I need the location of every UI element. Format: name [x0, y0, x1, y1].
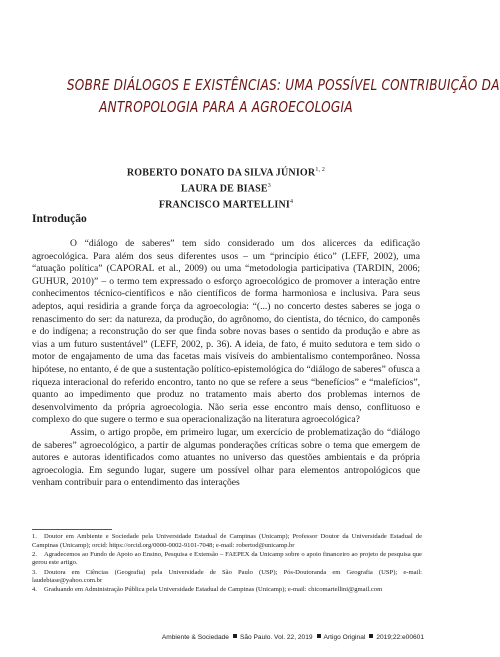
article-title: [22, 74, 500, 118]
article-title-line-1: SOBRE DIÁLOGOS E EXISTÊNCIAS: UMA POSSÍVEL CONTRIBUIÇÃO DA: [66, 76, 500, 94]
footnote-text: Doutor em Ambiente e Sociedade pela Universidade Estadual de Campinas (Unicamp); Professor Doutor da Universidade Estadual de Campinas (Unicamp); orcid: https://orcid.org/0000-0002-9101-7048; e-mail: robertod@unicamp.br: [32, 533, 422, 549]
author-footnote-ref: 4: [289, 198, 294, 205]
footnotes: [32, 533, 422, 596]
square-bullet-icon: [369, 634, 373, 638]
square-bullet-icon: [233, 634, 237, 638]
footnote: [32, 586, 422, 595]
paragraph: O “diálogo de saberes” tem sido considerado um dos alicerces da edificação agroecológica. Para além dos seus diferentes usos – um “princípio ético” (LEFF, 2002), uma “atuação política” (CAPORAL et al., 2009) ou uma “metodologia participativa (TARDIN, 2006; GUHUR, 2010)” – o termo tem expressado o esforço agroecológico de promover a interação entre conhecimentos técnico-científicos e não científicos de forma harmoniosa e inclusiva. Para seus adeptos, aqui residiria a grande força da agroecologia: “(...) no concerto destes saberes se joga o renascimento do ser: da natureza, da produção, do agrônomo, do cientista, do técnico, do camponês e do indígena; a reconstrução do ser que finda sobre novas bases o sentido da produção e abre as vias a um futuro sustentável” (LEFF, 2002, p. 36). A ideia, de fato, é muito sedutora e tem sido o motor de engajamento de uma das facetas mais visíveis do ambientalismo contemporâneo. Nossa hipótese, no entanto, é de que a sustentação político-epistemológica do “diálogo de saberes” ofusca a riqueza interacional do referido encontro, tanto no que se refere a seus “benefícios” e “malefícios”, quanto ao impedimento que produz no tratamento mais aberto dos problemas internos de desenvolvimento da própria agroecologia. Não seria esse encontro mais denso, conflituoso e complexo do que sugere o termo e sua operacionalização na literatura agroecológica?: [32, 238, 420, 426]
footnote-text: Graduando em Administração Pública pela Universidade Estadual de Campinas (Unicamp); e-mail: chicomartellini@gmail.com: [44, 586, 383, 594]
footnote: [32, 551, 422, 568]
author-name: FRANCISCO MARTELLINI: [158, 198, 290, 210]
author-footnote-ref: 1, 2: [315, 167, 326, 173]
paragraph: Assim, o artigo propõe, em primeiro lugar, um exercício de problematização do “diálogo de saberes” agroecológico, a partir de algumas ponderações críticas sobre o tema que emergem de autores e autoras identificados como atuantes no universo das questões ambientais e da própria agroecologia. Em segundo lugar, sugere um possível olhar para elementos antropológicos que venham contribuir para o entendimento das interações: [32, 426, 420, 489]
footnote-number: 4.: [32, 586, 37, 594]
footnote-divider: [32, 529, 112, 530]
author-1: [60, 164, 392, 180]
author-name: LAURA DE BIASE: [181, 183, 268, 195]
author-2: [60, 180, 392, 196]
footnote: [32, 569, 422, 586]
footnote-number: 2.: [32, 550, 37, 558]
footnote: [32, 533, 422, 550]
footnote-number: 3.: [32, 568, 37, 576]
author-footnote-ref: 3: [267, 182, 271, 189]
section-heading: Introdução: [32, 213, 87, 225]
square-bullet-icon: [317, 634, 321, 638]
footnote-text: Agradecemos ao Fundo de Apoio ao Ensino, Pesquisa e Extensão – FAEPEX da Unicamp sobre o apoio financeiro ao projeto de pesquisa que gerou este artigo.: [32, 550, 422, 567]
author-list: [60, 164, 392, 211]
page-footer: [162, 634, 424, 641]
author-name: ROBERTO DONATO DA SILVA JÚNIOR: [126, 167, 316, 179]
journal-volume: São Paulo. Vol. 22, 2019: [239, 634, 313, 641]
footnote-number: 1.: [32, 533, 37, 540]
author-3: [60, 196, 392, 212]
footnote-text: Doutora em Ciências (Geografia) pela Universidade de São Paulo (USP); Pós-Doutoranda em Geografia (USP); e-mail: laudebiase@yahoo.com.br: [32, 568, 422, 585]
article-type: Artigo Original: [323, 634, 366, 641]
body-text: [32, 238, 420, 490]
article-citation: 2019;22:e00601: [376, 634, 424, 641]
article-title-line-2: ANTROPOLOGIA PARA A AGROECOLOGIA: [99, 98, 353, 116]
journal-name: Ambiente & Sociedade: [161, 634, 229, 641]
